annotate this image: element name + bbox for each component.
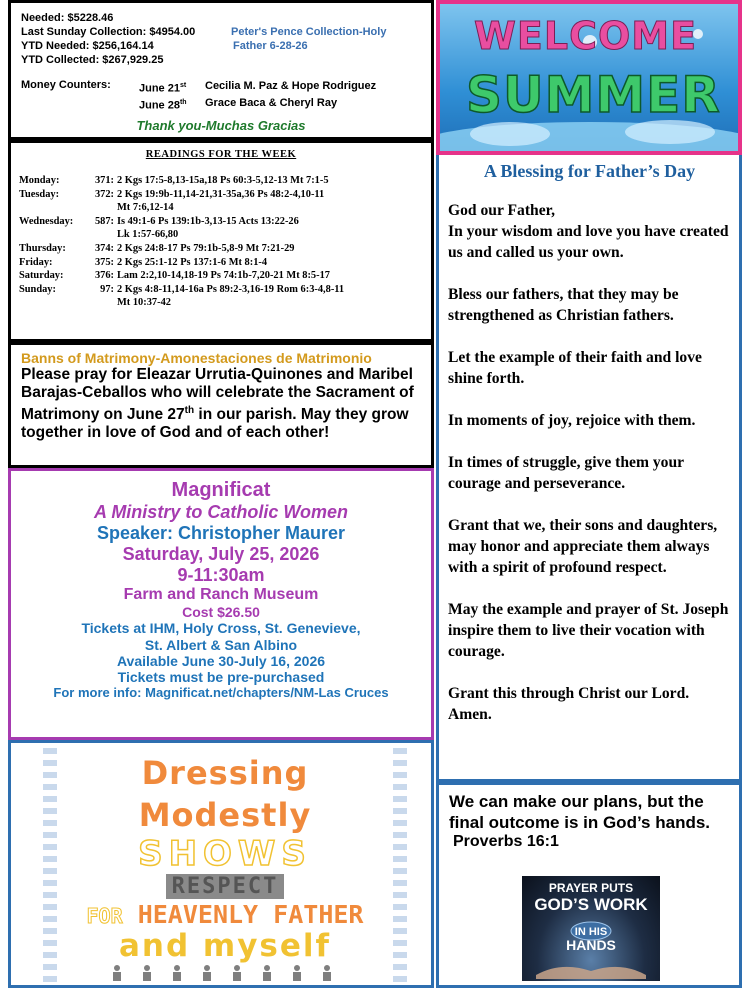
reading-number: 97:: [100, 283, 114, 295]
reading-citation: Mt 10:37-42: [117, 297, 171, 309]
blessing-paragraph: Bless our fathers, that they may be strengthened as Christian fathers.: [448, 286, 679, 324]
blessing-paragraph: In times of struggle, give them your courage and perseverance.: [448, 454, 684, 492]
readings-title: READINGS FOR THE WEEK: [145, 149, 297, 160]
blessing-paragraph: Let the example of their faith and love shine forth.: [448, 349, 702, 387]
counter-names: Cecilia M. Paz & Hope Rodriguez: [205, 80, 377, 92]
thanks-text: Thank you-Muchas Gracias: [136, 118, 306, 134]
blessing-paragraph: Grant this through Christ our Lord. Amen.: [448, 685, 690, 723]
blessing-title: A Blessing for Father’s Day: [483, 161, 696, 181]
reading-day: Saturday:: [19, 270, 64, 282]
readings-box: [8, 140, 434, 342]
blessing-paragraph: In moments of joy, rejoice with them.: [448, 412, 696, 429]
reading-day: Tuesday:: [19, 188, 60, 200]
blessing-paragraph: God our Father, In your wisdom and love you have created us and called us your own.: [448, 202, 729, 261]
proverb-text: We can make our plans, but the final outcome is in God’s hands.: [449, 792, 711, 832]
magnificat-tickets-1: Tickets at IHM, Holy Cross, St. Genevieve,: [81, 620, 361, 637]
counter-date: June 21st: [139, 82, 187, 95]
magnificat-subtitle: A Ministry to Catholic Women: [93, 502, 348, 523]
magnificat-box: [8, 468, 434, 740]
reading-day: Sunday:: [19, 283, 56, 295]
magnificat-more-info: For more info: Magnificat.net/chapters/NM-Las Cruces: [53, 685, 389, 701]
blessing-text: [448, 200, 731, 725]
counter-date: June 28th: [139, 98, 187, 112]
reading-row: [19, 296, 423, 310]
poster-figures: [43, 964, 407, 984]
banns-text: Please pray for Eleazar Urrutia-Quinones and Maribel Barajas-Ceballos who will celebrate the Sacrament of Matrimony on June 27th in our parish. May they grow together in love of God and of each other!: [21, 366, 414, 442]
reading-number: [87, 296, 117, 310]
reading-citation: Mt 7:6,12-14: [117, 202, 174, 214]
finance-box: [8, 0, 434, 140]
proverb-reference: Proverbs 16:1: [453, 833, 559, 850]
reading-number: 587:: [94, 215, 114, 227]
counter-names: Grace Baca & Cheryl Ray: [205, 96, 338, 109]
money-counters-label: Money Counters:: [21, 79, 111, 91]
blessing-paragraph: May the example and prayer of St. Joseph inspire them to live their vocation with courage.: [448, 601, 729, 660]
peters-pence-line2: Father 6-28-26: [233, 40, 308, 52]
modesty-box: [8, 740, 434, 988]
prayer-hands-image: [522, 876, 660, 981]
blessing-paragraph: Grant that we, their sons and daughters, may honor and appreciate them always with a spirit of profound respect.: [448, 517, 718, 576]
reading-day: Friday:: [19, 256, 53, 268]
reading-row: [19, 256, 423, 270]
reading-citation: Is 49:1-6 Ps 139:1b-3,13-15 Acts 13:22-26: [117, 215, 299, 227]
reading-citation: Lk 1:57-66,80: [117, 229, 179, 241]
magnificat-cost: Cost $26.50: [182, 604, 260, 621]
reading-row: [19, 283, 423, 297]
reading-row: [19, 215, 423, 229]
readings-list: [19, 174, 423, 310]
ytd-needed-label: YTD Needed:: [21, 40, 90, 52]
summer-word: SUMMER: [466, 66, 721, 124]
reading-citation: 2 Kgs 17:5-8,13-15a,18 Ps 60:3-5,12-13 Mt 7:1-5: [117, 175, 329, 186]
reading-day: Monday:: [19, 175, 60, 186]
hands-icon: [531, 957, 651, 979]
poster-line-shows: SHOWS: [138, 834, 312, 874]
peters-pence-line1: Peter's Pence Collection-Holy: [231, 26, 387, 38]
reading-day: Wednesday:: [19, 215, 74, 227]
reading-row: [19, 228, 423, 242]
last-sunday-value: $4954.00: [149, 26, 196, 38]
last-sunday-label: Last Sunday Collection:: [21, 26, 147, 38]
reading-number: 374:: [94, 242, 114, 254]
magnificat-tickets-2: St. Albert & San Albino: [144, 636, 298, 653]
money-counters: [21, 79, 421, 112]
welcome-summer-image: [436, 0, 742, 155]
people-figures-icon: [105, 964, 345, 982]
reading-number: 372:: [94, 188, 114, 200]
magnificat-available: Available June 30-July 16, 2026: [116, 652, 326, 669]
banns-box: [8, 342, 434, 468]
reading-row: [19, 242, 423, 256]
reading-row: [19, 201, 423, 215]
reading-number: [87, 228, 117, 242]
reading-day: [19, 296, 87, 310]
poster-line-dressing: Dressing: [141, 754, 309, 792]
reading-row: [19, 174, 423, 188]
poster-line-modestly: Modestly: [138, 796, 312, 834]
ytd-collected-value: $267,929.25: [102, 54, 164, 66]
modesty-poster: [43, 748, 407, 984]
reading-citation: 2 Kgs 24:8-17 Ps 79:1b-5,8-9 Mt 7:21-29: [117, 242, 295, 254]
reading-row: [19, 188, 423, 202]
magnificat-speaker: Speaker: Christopher Maurer: [96, 523, 346, 544]
needed-label: Needed:: [21, 12, 65, 24]
poster-line-heavenly: FOR HEAVENLY FATHER: [86, 900, 364, 929]
ytd-needed-value: $256,164.14: [92, 40, 154, 52]
banns-title: Banns of Matrimony-Amonestaciones de Matrimonio: [21, 350, 372, 366]
poster-line-respect: RESPECT: [166, 874, 285, 899]
prayer-image-line3: IN HIS: [574, 926, 608, 938]
reading-number: [87, 201, 117, 215]
magnificat-title: Magnificat: [171, 479, 271, 501]
welcome-word: WELCOME: [474, 14, 698, 58]
reading-citation: Lam 2:2,10-14,18-19 Ps 74:1b-7,20-21 Mt 8:5-17: [117, 270, 330, 282]
magnificat-time: 9-11:30am: [177, 564, 265, 585]
blessing-box: [436, 155, 742, 782]
reading-citation: 2 Kgs 25:1-12 Ps 137:1-6 Mt 8:1-4: [117, 256, 268, 268]
magnificat-date: Saturday, July 25, 2026: [122, 543, 320, 564]
reading-number: 371:: [94, 175, 114, 186]
reading-number: 375:: [94, 256, 114, 268]
reading-citation: 2 Kgs 4:8-11,14-16a Ps 89:2-3,16-19 Rom 6:3-4,8-11: [117, 283, 345, 295]
ytd-collected-label: YTD Collected:: [21, 54, 100, 66]
reading-day: [19, 228, 87, 242]
magnificat-place: Farm and Ranch Museum: [123, 585, 319, 603]
poster-respect-row: [43, 874, 407, 899]
reading-citation: 2 Kgs 19:9b-11,14-21,31-35a,36 Ps 48:2-4,10-11: [117, 188, 325, 200]
reading-number: 376:: [94, 270, 114, 282]
prayer-image-line1: PRAYER PUTS: [548, 881, 634, 895]
needed-value: $5228.46: [67, 12, 114, 24]
prayer-image-line2: GOD’S WORK: [534, 895, 648, 914]
proverb-box: [436, 782, 742, 988]
reading-row: [19, 269, 423, 283]
prayer-image-line4: HANDS: [566, 937, 616, 953]
reading-day: [19, 201, 87, 215]
magnificat-prepurchase: Tickets must be pre-purchased: [117, 669, 325, 686]
reading-day: Thursday:: [19, 242, 66, 254]
poster-line-myself: and myself: [118, 928, 332, 964]
